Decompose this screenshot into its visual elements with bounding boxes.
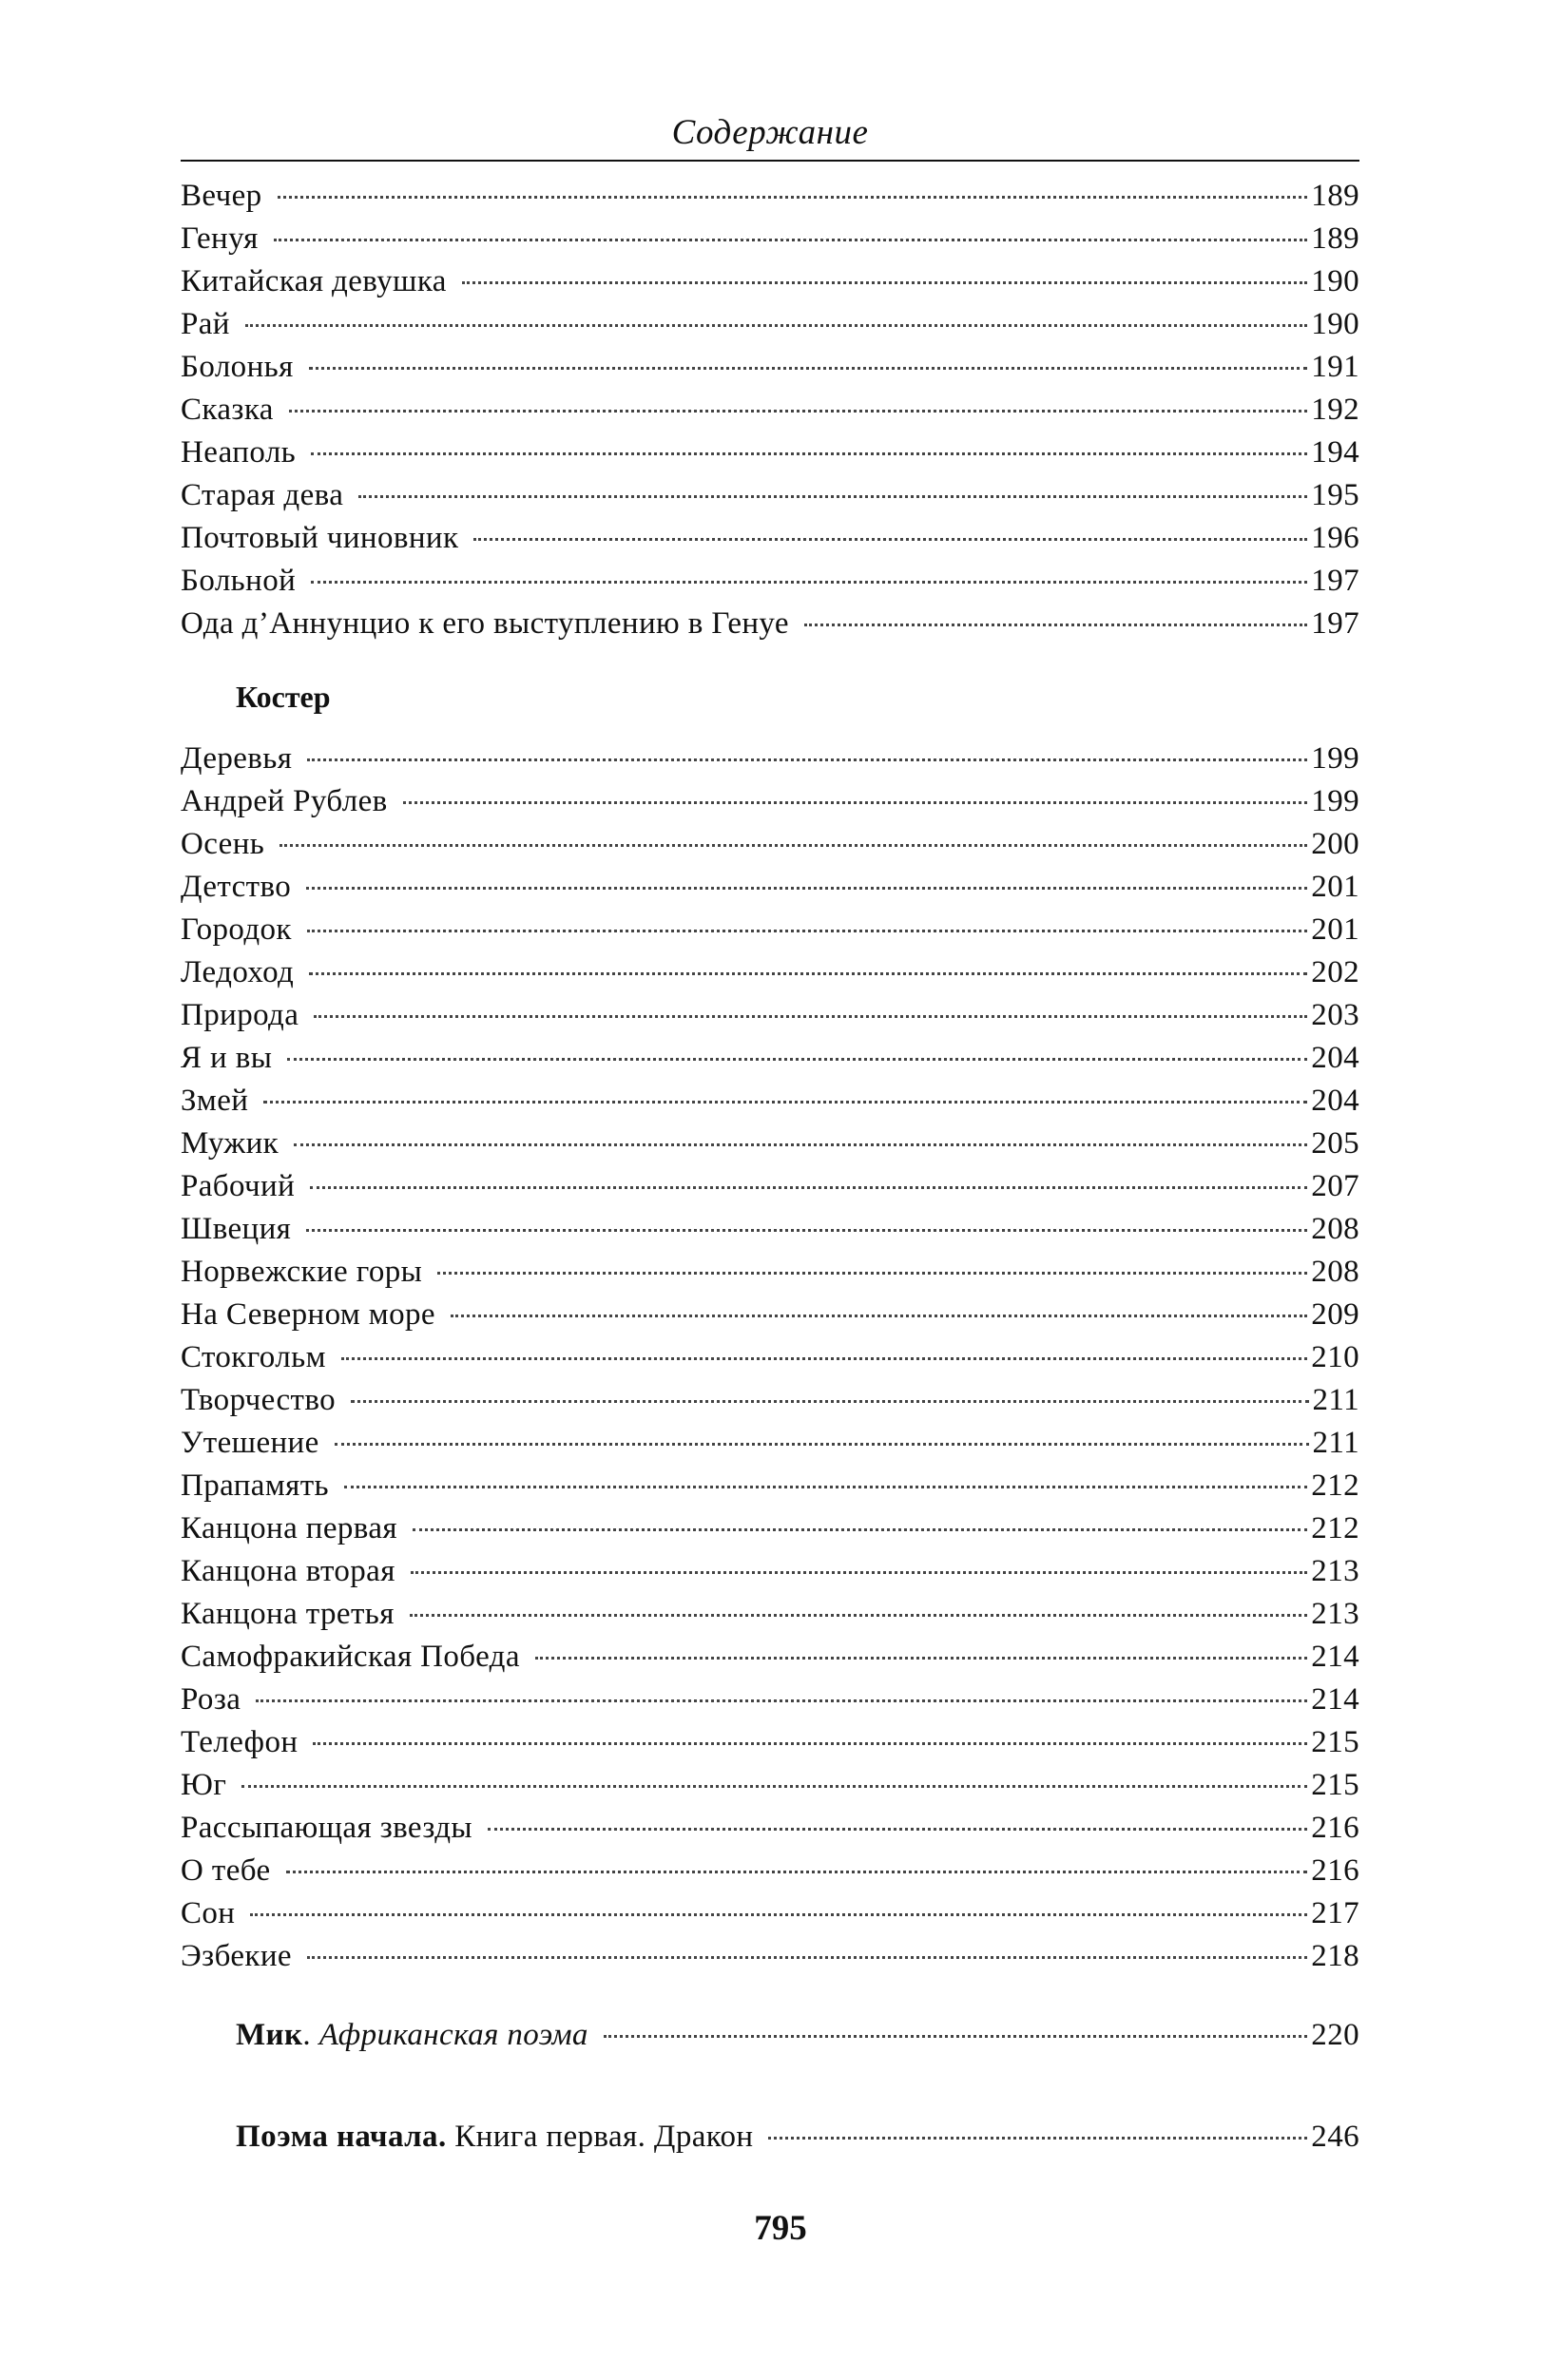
- toc-entry: [181, 1679, 1359, 1721]
- toc-entry: [181, 1336, 1359, 1379]
- toc-entry-title: Рай: [181, 307, 230, 341]
- toc-entry-page: 220: [1311, 2018, 1359, 2052]
- toc-entry-page: 190: [1311, 264, 1359, 298]
- dot-leader: [286, 1871, 1308, 1873]
- toc-entry-page: 196: [1311, 521, 1359, 555]
- toc-entry-page: 197: [1311, 606, 1359, 641]
- toc-entry: [181, 1208, 1359, 1251]
- toc-entry-title: Осень: [181, 827, 265, 861]
- dot-leader: [309, 367, 1308, 370]
- toc-entry-page: 213: [1311, 1554, 1359, 1588]
- toc-entry: [181, 1636, 1359, 1679]
- dot-leader: [804, 624, 1307, 626]
- toc-entry-page: 209: [1311, 1297, 1359, 1332]
- toc-entry: [181, 866, 1359, 909]
- toc-entry-page: 215: [1311, 1725, 1359, 1759]
- toc-entry-title: Мужик: [181, 1126, 279, 1161]
- toc-entry: [181, 823, 1359, 866]
- toc-entry-page: 215: [1311, 1768, 1359, 1802]
- page-number: 795: [754, 2209, 807, 2248]
- dot-leader: [341, 1357, 1307, 1360]
- toc-entry-title: Андрей Рублев: [181, 784, 388, 818]
- toc-entry-page: 201: [1311, 870, 1359, 904]
- toc-entry-title: Неаполь: [181, 435, 297, 470]
- dot-leader: [306, 1229, 1307, 1232]
- toc-entry-title: Телефон: [181, 1725, 299, 1759]
- toc-group-1: [181, 175, 1359, 645]
- running-head: Содержание: [181, 106, 1359, 162]
- toc-entry: [181, 1935, 1359, 1978]
- dot-leader: [263, 1101, 1307, 1104]
- dot-leader: [306, 887, 1307, 890]
- toc-entry-page: 199: [1311, 741, 1359, 776]
- dot-leader: [256, 1699, 1307, 1702]
- toc-entry: [181, 1850, 1359, 1892]
- toc-entry-page: 190: [1311, 307, 1359, 341]
- toc-entry: [181, 432, 1359, 474]
- toc-entry-title: [236, 2116, 753, 2159]
- toc-entry: [181, 951, 1359, 994]
- toc-entry: [181, 1550, 1359, 1593]
- toc-entry-page: 195: [1311, 478, 1359, 512]
- dot-leader: [250, 1913, 1307, 1916]
- dot-leader: [451, 1315, 1307, 1317]
- toc-entry-page: 204: [1311, 1084, 1359, 1118]
- toc-entry-page: 201: [1311, 912, 1359, 947]
- toc-entry: [181, 517, 1359, 560]
- dot-leader: [309, 972, 1307, 975]
- toc-entry: [181, 1379, 1359, 1422]
- toc-entry: [181, 389, 1359, 432]
- dot-leader: [307, 1956, 1307, 1959]
- toc-entry: [181, 1807, 1359, 1850]
- mik-subtitle: Африканская поэма: [318, 2018, 588, 2052]
- toc-entry-page: 212: [1311, 1468, 1359, 1503]
- toc-entry: [181, 1037, 1359, 1080]
- toc-entry-page: 216: [1311, 1853, 1359, 1888]
- toc-entry-title: Почтовый чиновник: [181, 521, 459, 555]
- dot-leader: [411, 1571, 1308, 1574]
- toc-entry-page: 212: [1311, 1511, 1359, 1545]
- toc-entry-page: 217: [1311, 1896, 1359, 1930]
- toc-entry-title: Прапамять: [181, 1468, 329, 1503]
- dot-leader: [344, 1486, 1307, 1488]
- dot-leader: [604, 2035, 1307, 2038]
- toc-page: [181, 106, 1359, 2159]
- toc-entry-title: Рассыпающая звезды: [181, 1811, 472, 1845]
- toc-entry-title: Утешение: [181, 1426, 319, 1460]
- dot-leader: [279, 844, 1307, 847]
- dot-leader: [437, 1272, 1307, 1275]
- toc-entry-page: 205: [1311, 1126, 1359, 1161]
- dot-leader: [351, 1400, 1308, 1403]
- toc-entry: [181, 303, 1359, 346]
- toc-entry-page: 213: [1311, 1597, 1359, 1631]
- mik-title-dot: .: [302, 2018, 312, 2052]
- toc-entry-page: 202: [1311, 955, 1359, 989]
- poema-subtitle: Книга первая. Дракон: [454, 2120, 754, 2154]
- toc-entry-title: На Северном море: [181, 1297, 435, 1332]
- toc-entry-title: Юг: [181, 1768, 227, 1802]
- dot-leader: [245, 324, 1307, 327]
- toc-entry-page: 216: [1311, 1811, 1359, 1845]
- toc-entry: [181, 1251, 1359, 1294]
- toc-entry-title: Болонья: [181, 350, 294, 384]
- toc-entry-page: 211: [1312, 1383, 1359, 1417]
- toc-entry-title: Вечер: [181, 179, 262, 213]
- toc-entry-title: Канцона первая: [181, 1511, 397, 1545]
- toc-entry-title: Стокгольм: [181, 1340, 326, 1374]
- toc-entry: [181, 603, 1359, 645]
- toc-entry: [181, 474, 1359, 517]
- toc-entry-title: Я и вы: [181, 1041, 273, 1075]
- dot-leader: [462, 281, 1307, 284]
- dot-leader: [294, 1143, 1307, 1146]
- dot-leader: [473, 538, 1307, 541]
- dot-leader: [241, 1785, 1307, 1788]
- toc-entry-page: 218: [1311, 1939, 1359, 1973]
- toc-entry-page: 192: [1311, 393, 1359, 427]
- toc-entry-title: Швеция: [181, 1212, 292, 1246]
- toc-entry-title: Канцона вторая: [181, 1554, 395, 1588]
- toc-entry: [181, 1080, 1359, 1123]
- toc-entry-title: Змей: [181, 1084, 249, 1118]
- toc-entry-page: 200: [1311, 827, 1359, 861]
- toc-entry: [181, 1294, 1359, 1336]
- toc-entry-page: 208: [1311, 1255, 1359, 1289]
- dot-leader: [278, 196, 1308, 199]
- dot-leader: [413, 1528, 1307, 1531]
- toc-entry-title: Старая дева: [181, 478, 344, 512]
- dot-leader: [311, 452, 1307, 455]
- toc-entry-page: 189: [1311, 179, 1359, 213]
- toc-entry-title: Деревья: [181, 741, 293, 776]
- toc-entry-title: Ледоход: [181, 955, 295, 989]
- toc-entry-title: [236, 2014, 588, 2057]
- dot-leader: [768, 2137, 1307, 2140]
- dot-leader: [307, 758, 1307, 761]
- toc-entry: [181, 218, 1359, 260]
- toc-entry-page: 208: [1311, 1212, 1359, 1246]
- toc-entry-page: 203: [1311, 998, 1359, 1032]
- toc-entry: [181, 780, 1359, 823]
- section-heading-kostyor: Костер: [236, 680, 331, 714]
- toc-entry-page: 210: [1311, 1340, 1359, 1374]
- toc-entry-page: 197: [1311, 564, 1359, 598]
- toc-entry-title: Больной: [181, 564, 297, 598]
- toc-entry: [181, 994, 1359, 1037]
- toc-entry-title: Сказка: [181, 393, 274, 427]
- dot-leader: [313, 1742, 1307, 1745]
- dot-leader: [307, 930, 1307, 932]
- toc-entry-title: Городок: [181, 912, 292, 947]
- toc-entry: [181, 1165, 1359, 1208]
- toc-entry: [181, 560, 1359, 603]
- dot-leader: [311, 581, 1307, 584]
- toc-entry-title: Творчество: [181, 1383, 337, 1417]
- dot-leader: [289, 410, 1307, 413]
- toc-entry: [181, 260, 1359, 303]
- dot-leader: [335, 1443, 1309, 1446]
- toc-entry-title: Норвежские горы: [181, 1255, 423, 1289]
- dot-leader: [274, 239, 1308, 241]
- poema-bold-title: Поэма начала.: [236, 2120, 447, 2154]
- toc-entry: [181, 346, 1359, 389]
- toc-entry-poema: [181, 2116, 1359, 2159]
- toc-entry-title: Генуя: [181, 221, 259, 256]
- mik-bold-title: Мик: [236, 2018, 303, 2052]
- toc-entry-page: 211: [1312, 1426, 1359, 1460]
- toc-entry-page: 199: [1311, 784, 1359, 818]
- dot-leader: [314, 1015, 1307, 1018]
- dot-leader: [410, 1614, 1307, 1617]
- toc-entry-title: Канцона третья: [181, 1597, 395, 1631]
- toc-entry-title: О тебе: [181, 1853, 271, 1888]
- dot-leader: [535, 1657, 1307, 1660]
- toc-entry-title: Природа: [181, 998, 299, 1032]
- dot-leader: [358, 495, 1307, 498]
- dot-leader: [403, 801, 1308, 804]
- toc-entry-title: Детство: [181, 870, 292, 904]
- toc-entry-page: 214: [1311, 1682, 1359, 1717]
- toc-entry-title: Роза: [181, 1682, 241, 1717]
- toc-entry-page: 194: [1311, 435, 1359, 470]
- toc-entry: [181, 1422, 1359, 1465]
- toc-entry-title: Ода д’Аннунцио к его выступлению в Генуе: [181, 606, 789, 641]
- dot-leader: [488, 1828, 1307, 1831]
- toc-entry: [181, 1593, 1359, 1636]
- toc-entry: [181, 175, 1359, 218]
- toc-entry-title: Китайская девушка: [181, 264, 447, 298]
- toc-entry-page: 204: [1311, 1041, 1359, 1075]
- toc-entry: [181, 1764, 1359, 1807]
- toc-group-2: [181, 738, 1359, 1978]
- toc-entry: [181, 1123, 1359, 1165]
- toc-entry: [181, 1892, 1359, 1935]
- toc-entry: [181, 909, 1359, 951]
- toc-entry-title: Рабочий: [181, 1169, 296, 1203]
- toc-entry-title: Самофракийская Победа: [181, 1640, 520, 1674]
- toc-entry: [181, 738, 1359, 780]
- toc-entry-title: Эзбекие: [181, 1939, 292, 1973]
- toc-entry-mik: [181, 2014, 1359, 2057]
- toc-entry-page: 246: [1311, 2120, 1359, 2154]
- toc-entry-page: 189: [1311, 221, 1359, 256]
- dot-leader: [287, 1058, 1307, 1061]
- toc-entry: [181, 1721, 1359, 1764]
- toc-entry-page: 214: [1311, 1640, 1359, 1674]
- dot-leader: [310, 1186, 1307, 1189]
- toc-entry-title: Сон: [181, 1896, 236, 1930]
- toc-entry-page: 191: [1311, 350, 1359, 384]
- toc-entry: [181, 1465, 1359, 1507]
- toc-entry-page: 207: [1311, 1169, 1359, 1203]
- toc-entry: [181, 1507, 1359, 1550]
